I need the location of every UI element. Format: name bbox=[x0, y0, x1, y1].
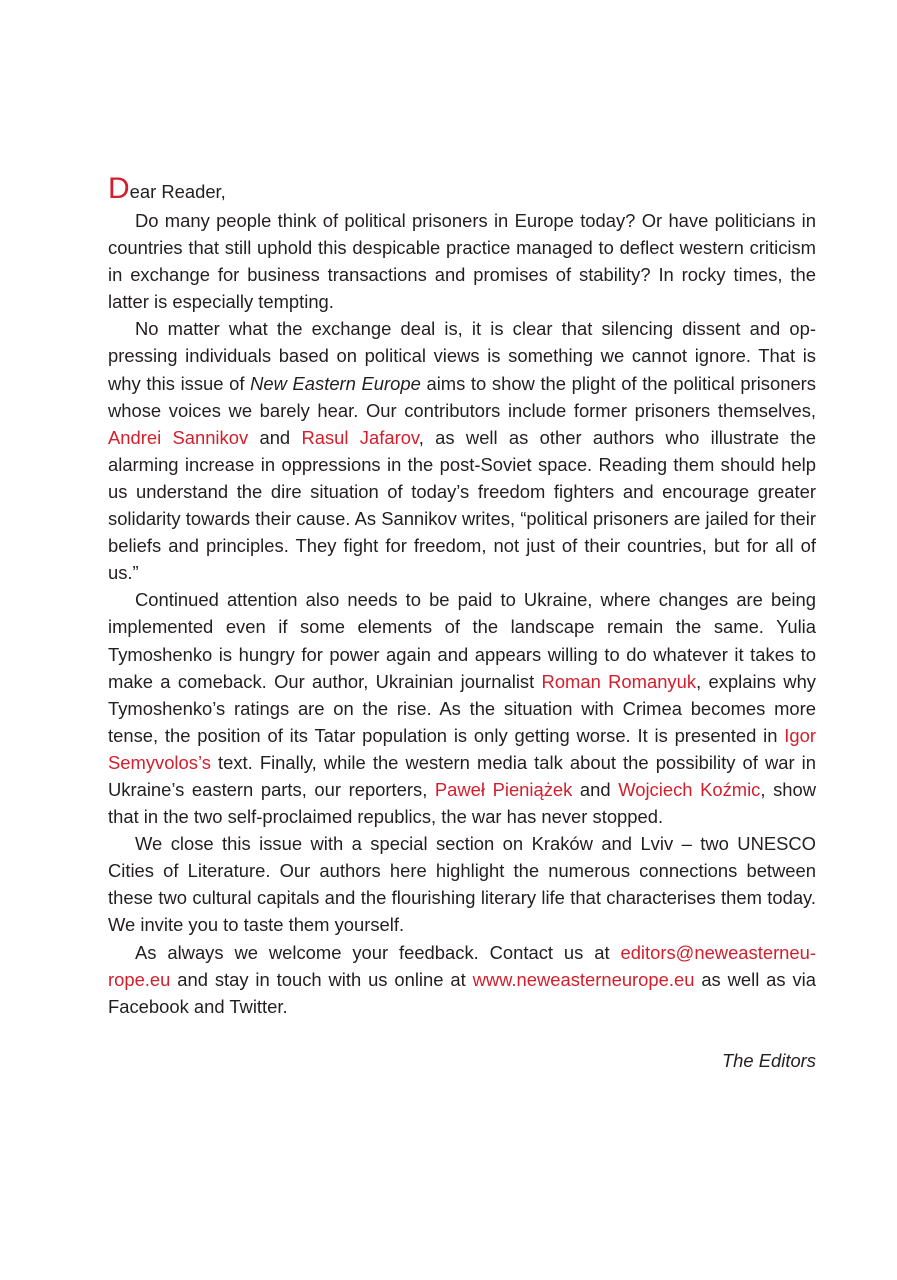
paragraph-2-text-a: No matter what the exchange deal is, it is clear that silencing dissent and oppressing individuals based on political views is something we cannot ignore. That is why this issue of bbox=[108, 318, 816, 394]
author-link-jafarov[interactable]: Rasul Jafarov bbox=[301, 426, 419, 448]
magazine-title: New Eastern Europe bbox=[250, 372, 421, 394]
paragraph-3-text-d: and bbox=[572, 778, 619, 800]
author-link-romanyuk[interactable]: Roman Romanyuk bbox=[541, 670, 697, 692]
paragraph-5 bbox=[108, 939, 816, 1020]
author-link-pieniazek[interactable]: Paweł Pieniążek bbox=[434, 778, 573, 800]
salutation-text: ear Reader, bbox=[129, 181, 226, 202]
paragraph-2-text-b: aims to show the plight of the political prisoners whose voices we barely hear. Our contributors include former prisoners themselves, bbox=[108, 372, 816, 421]
paragraph-2-text-d: , as well as other authors who illustrate the alarming increase in oppressions in the post-Soviet space. Reading them should help us understand the dire situation of today’s freedom fighters and encourage greater solidarity towards their cause. As Sannikov writes, “political prisoners are jailed for their beliefs and principles. They fight for freedom, not just of their countries, but for all of us.” bbox=[108, 426, 816, 584]
drop-cap: D bbox=[108, 172, 130, 205]
website-link[interactable]: www.neweasterneurope.eu bbox=[472, 968, 695, 990]
author-link-kozmic[interactable]: Wojciech Koźmic bbox=[618, 778, 761, 800]
paragraph-4: We close this issue with a special section on Kraków and Lviv – two UNESCO Cities of Literature. Our authors here highlight the numerous connections between these two cultural capitals and the flourishing literary life that characterises them today. We invite you to taste them yourself. bbox=[108, 833, 816, 936]
paragraph-5-text-b: and stay in touch with us online at bbox=[170, 968, 473, 990]
paragraph-1: Do many people think of political prisoners in Europe today? Or have politicians in countries that still uphold this despicable practice managed to deflect western criticism in exchange for business transactions and promises of stability? In rocky times, the latter is especially tempting. bbox=[108, 210, 816, 313]
paragraph-2 bbox=[108, 315, 816, 586]
salutation bbox=[108, 174, 816, 207]
paragraph-3-text-b: , explains why Tymoshenko’s ratings are on the rise. As the situation with Crimea becomes more tense, the position of its Tatar population is only getting worse. It is presented in bbox=[108, 670, 816, 746]
paragraph-3-text-a: Continued attention also needs to be paid to Ukraine, where changes are being implemented even if some elements of the landscape remain the same. Yulia Tymoshenko is hungry for power again and appears willing to do whatever it takes to make a comeback. Our author, Ukrainian journalist bbox=[108, 589, 816, 692]
signature: The Editors bbox=[721, 1049, 816, 1071]
paragraph-2-text-c: and bbox=[248, 426, 302, 448]
author-link-sannikov[interactable]: Andrei Sannikov bbox=[108, 426, 249, 448]
paragraph-3 bbox=[108, 586, 816, 830]
email-link[interactable]: editors@neweasterneurope.eu bbox=[108, 941, 816, 990]
paragraph-3-text-e: , show that in the two self-proclaimed republics, the war has never stopped. bbox=[108, 778, 817, 828]
paragraph-5-text-c: as well as via Facebook and Twitter. bbox=[108, 968, 816, 1017]
editorial-letter bbox=[108, 174, 816, 1074]
author-link-semyvolos[interactable]: Igor Semyvolos’s bbox=[108, 724, 816, 773]
paragraph-5-text-a: As always we welcome your feedback. Contact us at bbox=[135, 941, 621, 963]
paragraph-3-text-c: text. Finally, while the western media talk about the possibility of war in Ukraine’s eastern parts, our reporters, bbox=[108, 751, 816, 800]
